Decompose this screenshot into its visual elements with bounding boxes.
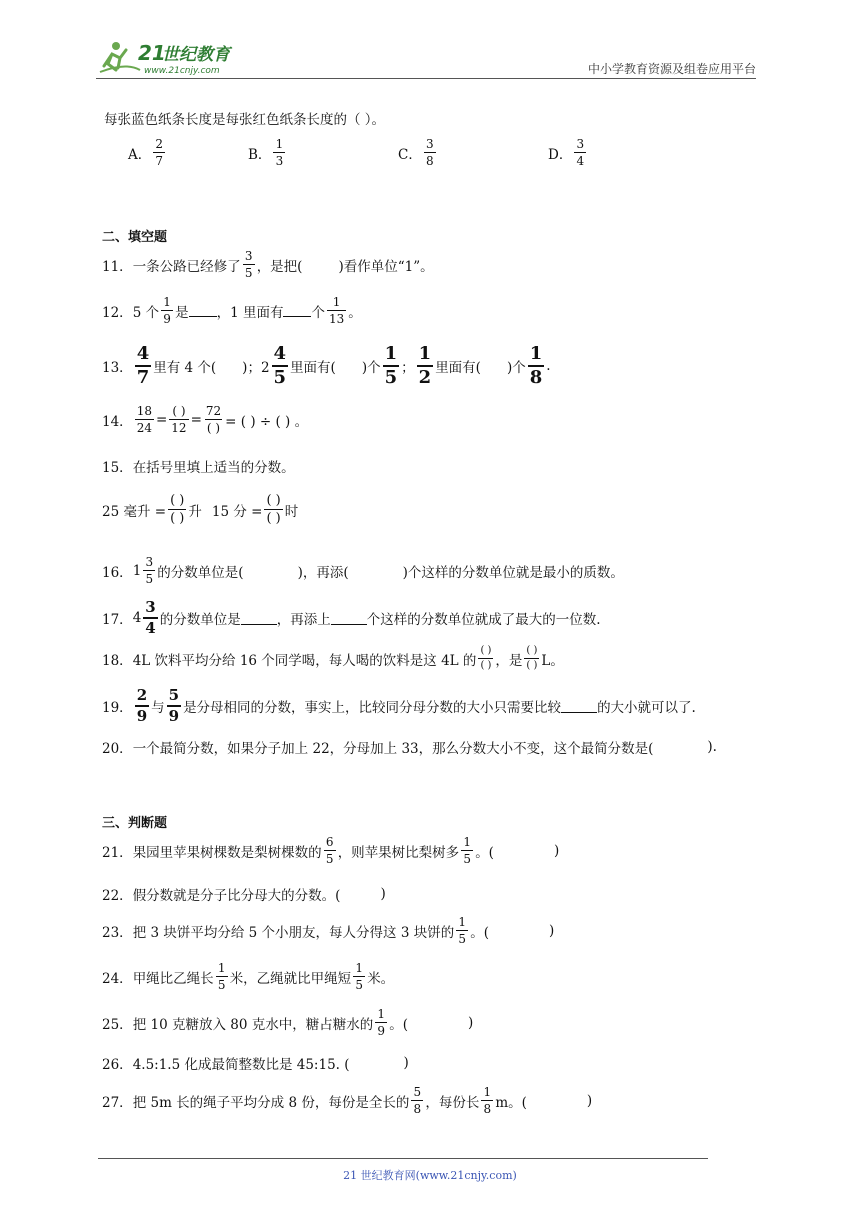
fraction: $\frac{1}{8}$ — [481, 1086, 493, 1115]
fraction: $\frac{1}{2}$ — [418, 343, 432, 388]
fraction: $\frac{2}{9}$ — [136, 686, 148, 725]
option-label: A． — [128, 146, 152, 163]
fraction: $\frac{2}{7}$ — [153, 138, 165, 167]
logo — [96, 36, 256, 78]
answer-blank[interactable] — [331, 612, 367, 625]
fraction: $\frac{6}{5}$ — [324, 836, 336, 865]
question-24: 24． 甲绳比乙绳长 $\frac{1}{5}$ 米，乙绳就比甲绳短 $\frac{1}{5}$ 米。 — [102, 961, 395, 992]
svg-text:www.21cnjy.com: www.21cnjy.com — [144, 66, 220, 76]
q10-option-a[interactable] — [128, 138, 167, 167]
section-title-fill-blank: 二、填空题 — [102, 230, 168, 245]
answer-blank[interactable] — [241, 612, 277, 625]
fraction: $\frac{3}{8}$ — [424, 138, 436, 167]
question-27: 27． 把 5m 长的绳子平均分成 8 份，每份是全长的 $\frac{5}{8}$ ，每份长 $\frac{1}{8}$ m。( ) — [102, 1085, 593, 1116]
fraction: $\frac{5}{8}$ — [411, 1086, 423, 1115]
fraction: $\frac{1}{8}$ — [529, 343, 543, 388]
question-17: 17． 4 $\frac{3}{4}$ 的分数单位是 ，再添上 个这样的分数单位就成了最大的一位数. — [102, 598, 601, 637]
section-title-judgement: 三、判断题 — [102, 816, 168, 831]
fraction-blank[interactable]: $\frac{( )}{( )}$ — [480, 645, 492, 671]
fraction: $\frac{1}{5}$ — [353, 962, 365, 991]
header-platform-text: 中小学教育资源及组卷应用平台 — [587, 62, 756, 76]
fraction: $\frac{3}{5}$ — [143, 556, 155, 585]
fraction: $\frac{3}{4}$ — [145, 598, 156, 637]
fraction-blank[interactable]: $\frac{( )}{12}$ — [171, 404, 187, 435]
fraction-blank[interactable]: $\frac{( )}{( )}$ — [526, 645, 538, 671]
fraction: $\frac{4}{7}$ — [136, 343, 150, 388]
question-21: 21． 果园里苹果树棵数是梨树棵数的 $\frac{6}{5}$ ，则苹果树比梨树多 $\frac{1}{5}$ 。( ) — [102, 835, 560, 866]
question-16: 16． 1 $\frac{3}{5}$ 的分数单位是( )，再添( )个这样的分数单位就是最小的质数。 — [102, 555, 624, 586]
question-23: 23． 把 3 块饼平均分给 5 个小朋友，每人分得这 3 块饼的 $\frac{1}{5}$ 。( ) — [102, 915, 555, 946]
q10-option-b[interactable] — [248, 138, 287, 167]
answer-blank[interactable] — [283, 304, 311, 317]
question-19: 19． $\frac{2}{9}$ 与 $\frac{5}{9}$ 是分母相同的分数，事实上，比较同分母分数的大小只需要比较 的大小就可以了. — [102, 686, 696, 725]
question-11: 11． 一条公路已经修了 $\frac{3}{5}$ ，是把( )看作单位“1”。 — [102, 249, 434, 280]
answer-blank[interactable] — [189, 304, 217, 317]
fraction: $\frac{1}{5}$ — [384, 343, 398, 388]
question-14: 14． $\frac{18}{24}$ = $\frac{( )}{12}$ = $\frac{72}{( )}$ = ( ) ÷ ( ) 。 — [102, 404, 309, 435]
svg-text:世纪教育: 世纪教育 — [162, 45, 230, 65]
fraction: $\frac{4}{5}$ — [273, 343, 287, 388]
fraction: $\frac{1}{13}$ — [328, 295, 345, 326]
header-divider — [96, 78, 756, 79]
fraction-blank[interactable]: $\frac{( )}{( )}$ — [170, 493, 185, 526]
option-label: D． — [548, 146, 573, 163]
option-label: B． — [248, 146, 272, 163]
fraction: $\frac{1}{9}$ — [161, 296, 173, 325]
fraction: $\frac{5}{9}$ — [168, 686, 180, 725]
fraction: $\frac{1}{5}$ — [461, 836, 473, 865]
fraction-blank[interactable]: $\frac{( )}{( )}$ — [266, 493, 281, 526]
q10-option-d[interactable] — [548, 138, 588, 167]
footer-link[interactable]: 21 世纪教育网(www.21cnjy.com) — [343, 1169, 517, 1182]
fraction: $\frac{3}{4}$ — [574, 138, 586, 167]
question-15-items: 25 毫升 = $\frac{( )}{( )}$ 升 15 分 = $\frac{( )}{( )}$ 时 — [102, 493, 299, 526]
fraction: $\frac{1}{9}$ — [375, 1008, 387, 1037]
question-26: 26． 4.5:1.5 化成最简整数比是 45:15. ( ) — [102, 1055, 409, 1073]
question-20: 20． 一个最简分数，如果分子加上 22，分母加上 33，那么分数大小不变，这个最简分数是( ). — [102, 739, 717, 757]
fraction: $\frac{1}{5}$ — [216, 962, 228, 991]
question-22: 22． 假分数就是分子比分母大的分数。( ) — [102, 886, 386, 904]
svg-text:21: 21 — [138, 41, 166, 65]
question-13: 13． $\frac{4}{7}$ 里有 4 个( )；2 $\frac{4}{5}$ 里面有( )个 $\frac{1}{5}$ ； $\frac{1}{2}$ 里面有( )个 $\frac{1}{8}$ . — [102, 343, 551, 388]
footer-divider — [98, 1158, 708, 1159]
runner-logo-icon — [96, 36, 256, 78]
option-label: C． — [398, 146, 422, 163]
fraction: $\frac{1}{5}$ — [456, 916, 468, 945]
q10-stem: 每张蓝色纸条长度是每张红色纸条长度的（ ）。 — [104, 112, 386, 128]
question-15-stem: 15．在括号里填上适当的分数。 — [102, 460, 295, 476]
fraction-blank[interactable]: $\frac{72}{( )}$ — [205, 404, 222, 435]
fraction: $\frac{3}{5}$ — [243, 250, 255, 279]
fraction: $\frac{1}{3}$ — [273, 138, 285, 167]
q10-option-c[interactable] — [398, 138, 438, 167]
fraction: $\frac{18}{24}$ — [136, 404, 152, 435]
question-18: 18． 4L 饮料平均分给 16 个同学喝，每人喝的饮料是这 4L 的 $\frac{( )}{( )}$ ，是 $\frac{( )}{( )}$ L。 — [102, 645, 564, 671]
question-12: 12． 5 个 $\frac{1}{9}$ 是 ，1 里面有 个 $\frac{1}{13}$ 。 — [102, 295, 362, 326]
question-25: 25． 把 10 克糖放入 80 克水中，糖占糖水的 $\frac{1}{9}$ 。( ) — [102, 1007, 474, 1038]
answer-blank[interactable] — [561, 700, 597, 713]
